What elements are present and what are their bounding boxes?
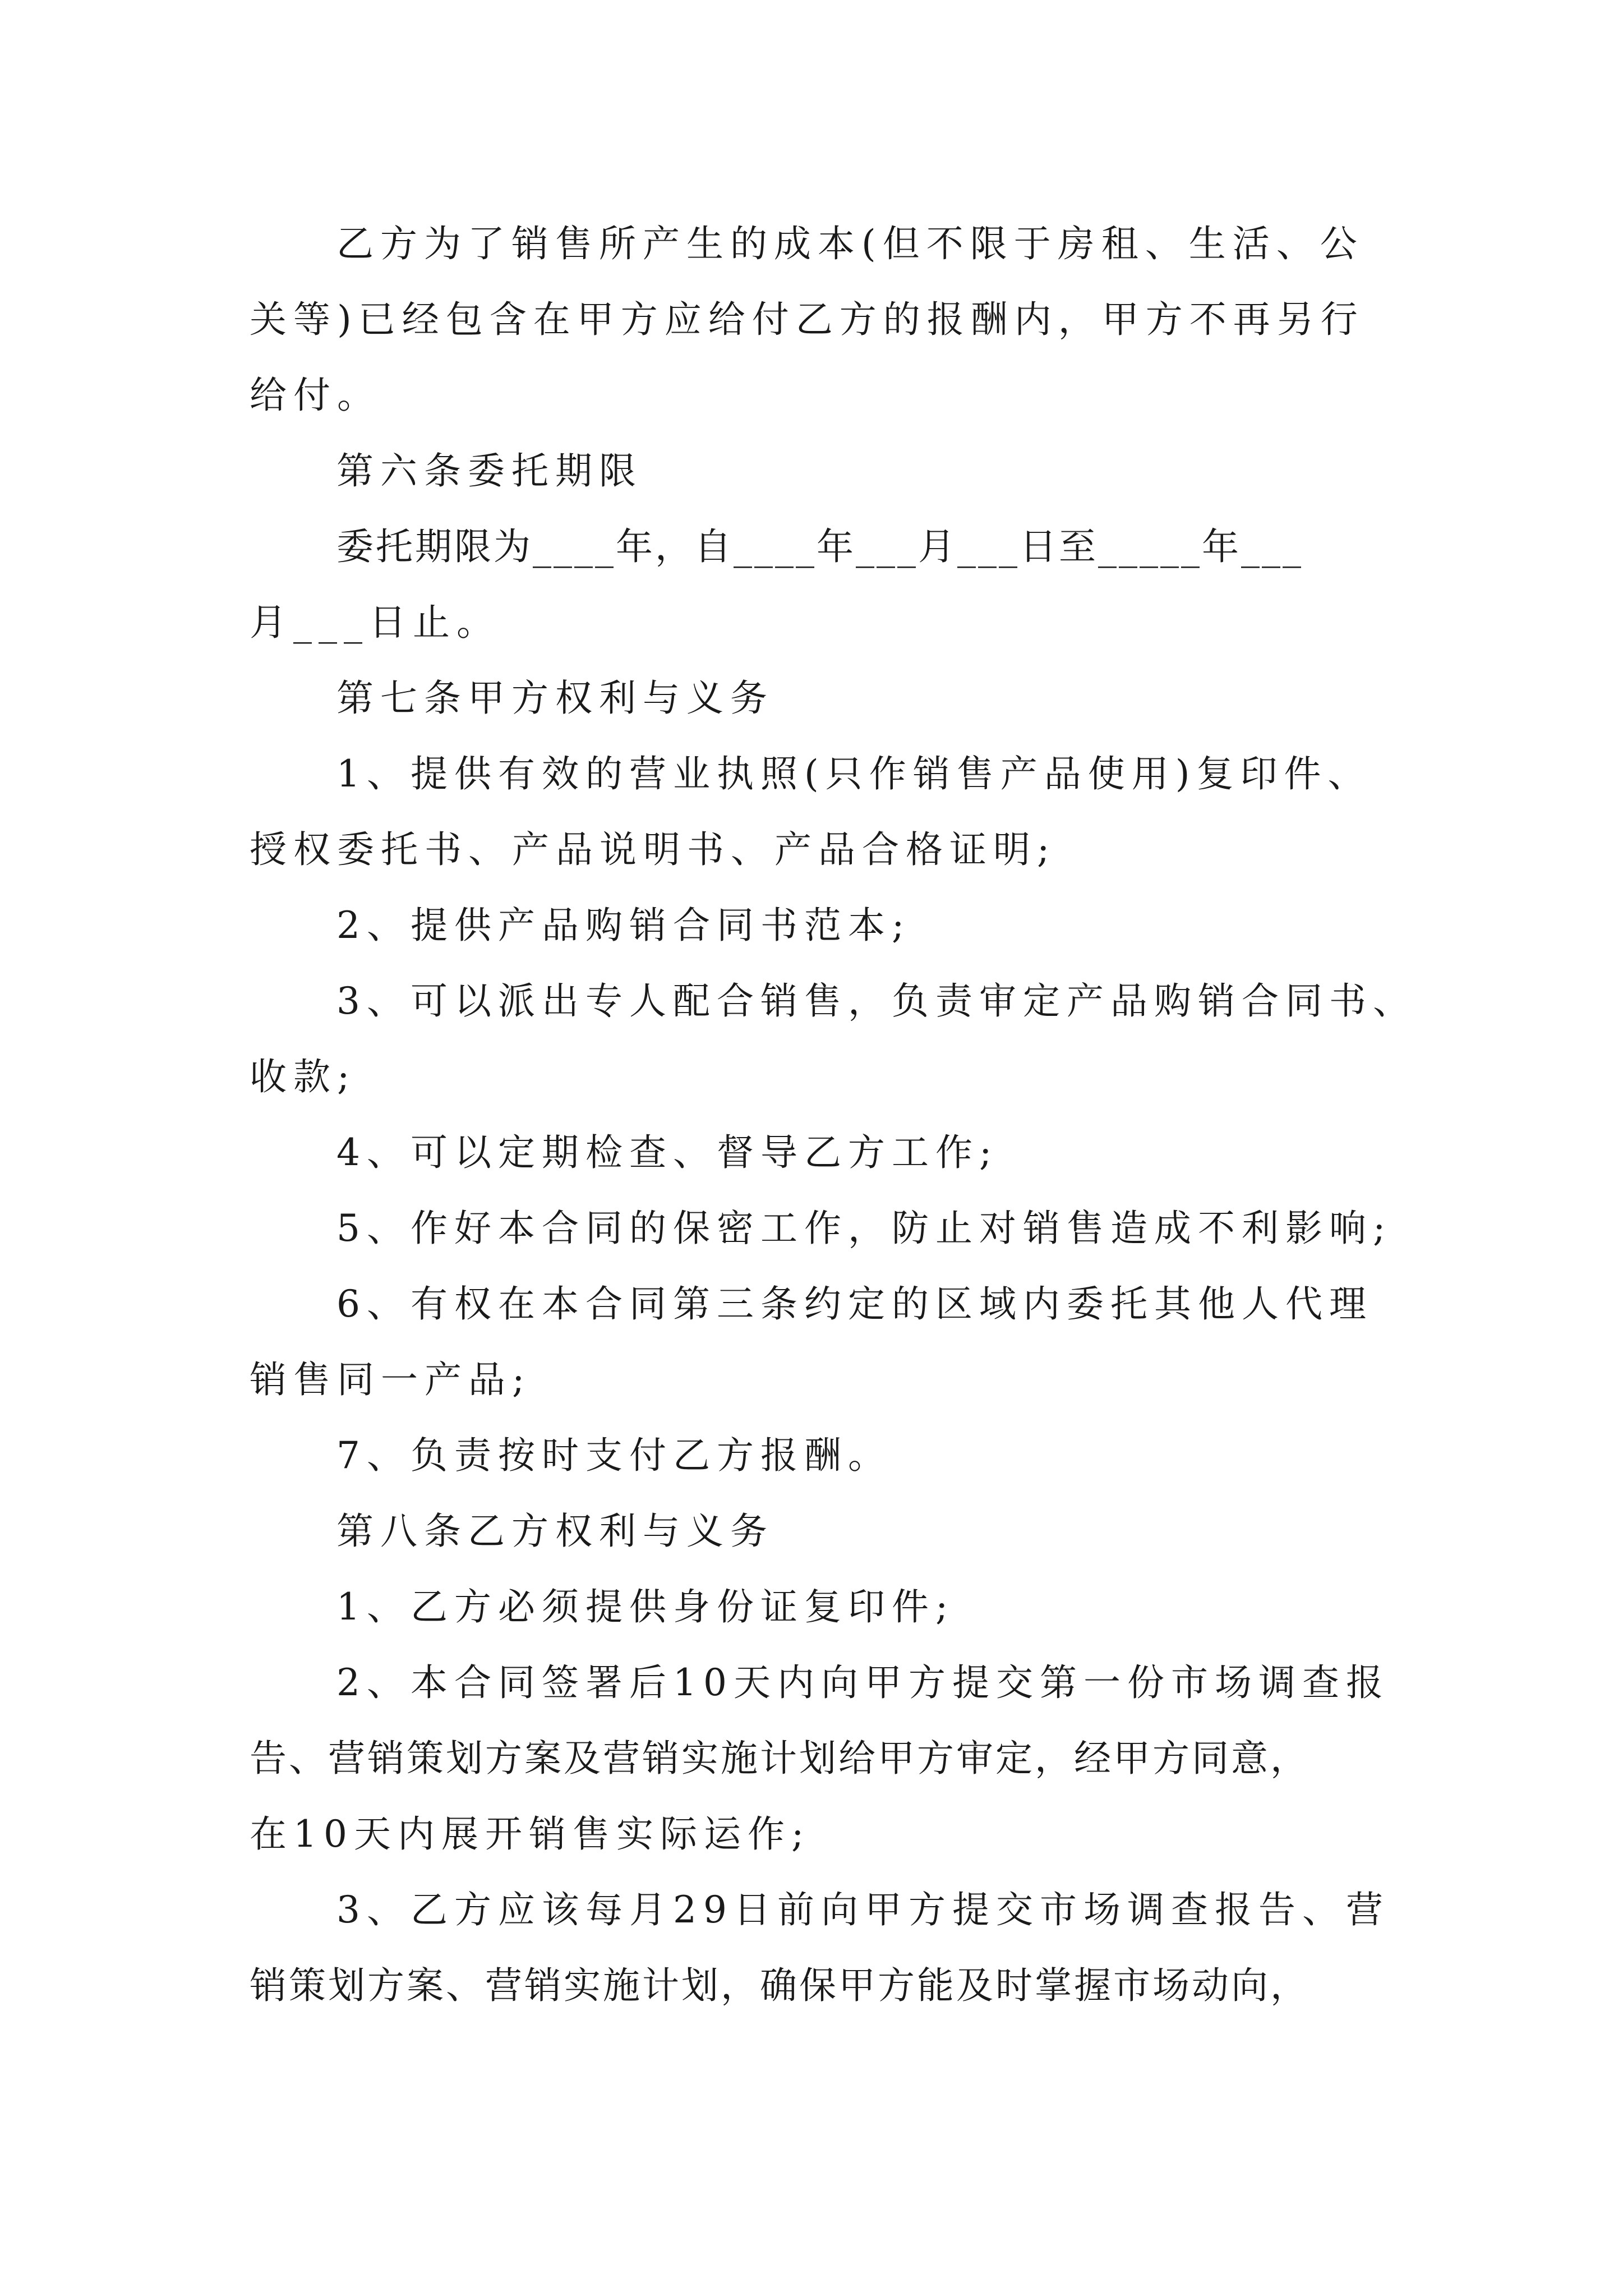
list-item-line: 1、乙方必须提供身份证复印件; <box>336 1585 955 1628</box>
list-item-line: 2、提供产品购销合同书范本; <box>336 904 911 947</box>
article-heading: 第七条甲方权利与义务 <box>336 677 774 720</box>
list-item-line: 2、本合同签署后10天内向甲方提交第一份市场调查报 <box>336 1661 1390 1704</box>
article-heading: 第八条乙方权利与义务 <box>336 1510 774 1553</box>
list-item-line: 销策划方案、营销实施计划，确保甲方能及时掌握市场动向， <box>250 1964 1310 2007</box>
list-item-line: 收款; <box>250 1055 357 1098</box>
paragraph-line: 月___日止。 <box>250 601 500 644</box>
paragraph-line: 乙方为了销售所产生的成本(但不限于房租、生活、公 <box>336 222 1364 265</box>
list-item-line: 6、有权在本合同第三条约定的区域内委托其他人代理 <box>336 1282 1373 1326</box>
paragraph-line: 关等)已经包含在甲方应给付乙方的报酬内，甲方不再另行 <box>250 298 1364 341</box>
list-item-line: 4、可以定期检查、督导乙方工作; <box>336 1131 999 1174</box>
paragraph-line: 给付。 <box>250 374 381 417</box>
list-item-line: 授权委托书、产品说明书、产品合格证明; <box>250 828 1057 871</box>
list-item-line: 3、乙方应该每月29日前向甲方提交市场调查报告、营 <box>336 1888 1390 1931</box>
list-item-line: 5、作好本合同的保密工作，防止对销售造成不利影响; <box>336 1207 1393 1250</box>
article-heading: 第六条委托期限 <box>336 449 643 493</box>
list-item-line: 在10天内展开销售实际运作; <box>250 1812 811 1856</box>
paragraph-line: 委托期限为____年，自____年___月___日至_____年___ <box>336 525 1303 568</box>
list-item-line: 1、提供有效的营业执照(只作销售产品使用)复印件、 <box>336 752 1372 795</box>
list-item-line: 3、可以派出专人配合销售，负责审定产品购销合同书、 <box>336 979 1417 1023</box>
list-item-line: 7、负责按时支付乙方报酬。 <box>336 1434 892 1477</box>
list-item-line: 告、营销策划方案及营销实施计划给甲方审定，经甲方同意， <box>250 1737 1310 1780</box>
list-item-line: 销售同一产品; <box>250 1358 532 1401</box>
